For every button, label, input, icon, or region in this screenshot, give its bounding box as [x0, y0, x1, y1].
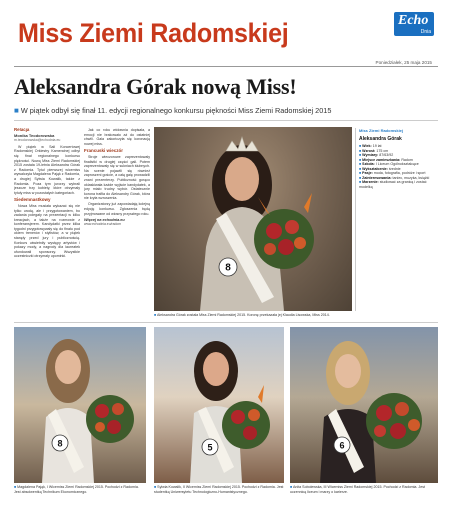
fact-value: 19 lat	[372, 144, 382, 148]
caption-bullet-icon: ■	[14, 485, 17, 489]
author-name: Monika Teodorowska	[14, 132, 55, 138]
divider-photos	[14, 322, 438, 323]
fact-bullet-icon: ■	[359, 148, 363, 153]
photo-second-runner-up	[154, 327, 284, 483]
fact-label: Miejsce zamieszkania:	[362, 157, 401, 162]
photo-3-illustration	[290, 327, 438, 483]
fact-bullet-icon: ■	[359, 171, 363, 175]
sash-number: 8	[225, 262, 231, 274]
deck-bullet-icon: ■	[14, 106, 19, 115]
fact-value: 87/63/92	[379, 153, 394, 157]
caption-bullet-icon: ■	[154, 313, 157, 317]
logo-sub-text: Dnia	[420, 29, 431, 35]
paragraph: W piątek w Sali Koncertowej Radomskiej Orkiestry Kameralnej odbył się finał regionalnego konkursu piękności. Nową Miss Ziemi Radomskiej 2015 została 19-letnia Aleksandra Górak z Radomia. Tytuł pierwszej wicemiss wywalczyła Magdalena Pająk z Radomia, a drugiej Sylwia Kowalik, także z Radomia. Poza tym jurorzy wybrali jeszcze trzy kobiety, które otrzymały tytuły miss w pozostałych kategoriach.	[14, 144, 80, 195]
caption-bullet-icon: ■	[154, 485, 157, 489]
fact-bullet-icon: ■	[359, 180, 363, 184]
caption-text: Sylwia Kowalik, II Wicemiss Ziemi Radomskiej 2015. Pochodzi z Radomia. Jest studentką Uniwersytetu Technologiczno-Humanistycznego.	[154, 485, 284, 494]
photo-2-caption	[154, 485, 284, 494]
photo-1-caption	[14, 485, 146, 494]
profile-sidebar	[355, 128, 438, 311]
deck	[14, 106, 438, 115]
fact-value: I Liceum Ogólnokształcące	[375, 162, 419, 166]
sidebar-tag: Miss Ziemi Radomskiej	[359, 128, 404, 133]
sash-number: 8	[57, 438, 63, 449]
masthead-title: Miss Ziemi Radomskiej	[18, 18, 289, 48]
echo-logo	[394, 12, 434, 36]
fact-value: średnie	[388, 166, 401, 171]
fact-value: Radom	[401, 157, 413, 162]
subhead: Francuski wieczór	[84, 148, 124, 154]
fact-bullet-icon: ■	[359, 153, 363, 157]
fact-value: taniec, muzyka, książki	[392, 175, 430, 180]
photo-1-illustration	[14, 327, 146, 483]
fact-label: Marzenie:	[362, 180, 379, 184]
fact-bullet-icon: ■	[359, 144, 363, 148]
sash-number: 6	[339, 440, 345, 451]
profile-fact	[359, 180, 438, 189]
caption-text: Aleksandra Górak została Miss Ziemi Radomskiej 2015. Koronę przekazała jej Klaudia Lisowska, Miss 2014.	[156, 313, 330, 317]
paragraph: Stroje wieczorowe zaprezentowały finalistki w drugiej części gali. Potem zaprezentowały się w sukniach ślubnych. Na scenie pojawili się również zaproszeni goście, a całą galę prowadzili znani prezenterzy. Publiczność gorąco oklaskiwała każde wyjście kandydatek, a jury miało trudny wybór. Ostatecznie korona trafiła do Aleksandry Górak, która nie kryła wzruszenia.	[84, 154, 150, 201]
fact-value: 175 cm	[376, 148, 389, 153]
paragraph: Organizatorzy już zapowiadają kolejną edycję konkursu. Zgłoszenia będą przyjmowane od wiosny przyszłego roku.	[84, 202, 150, 216]
main-photo	[154, 127, 352, 311]
sidebar-title: Aleksandra Górak	[359, 136, 402, 142]
sidebar-items	[359, 144, 438, 189]
article-column-2	[84, 128, 150, 311]
photo-2-illustration	[154, 327, 284, 483]
fact-bullet-icon: ■	[359, 162, 363, 166]
fact-label: Szkoła:	[362, 162, 375, 166]
masthead	[8, 12, 444, 65]
fact-label: Wiek:	[362, 144, 372, 148]
paragraph: Jak co roku widownia dopisała, a emocji nie brakowało aż do ostatniej chwili. Gala zakończyła się koronacją nowej miss.	[84, 128, 150, 146]
fact-value: moda, fotografia, podróże i sport	[373, 171, 426, 175]
caption-text: Magdalena Pająk, I Wicemiss Ziemi Radomskiej 2015. Pochodzi z Radomia. Jest absolwentką Technikum Ekonomicznego.	[14, 485, 139, 494]
logo-main-text: Echo	[398, 13, 429, 28]
divider-top	[14, 66, 438, 67]
fact-bullet-icon: ■	[359, 157, 363, 162]
photo-third-runner-up	[290, 327, 438, 483]
signoff: Więcej na echodnia.eu	[84, 217, 125, 222]
subhead: Siedemnastkowy	[14, 197, 51, 203]
divider-deck	[14, 120, 438, 121]
fact-label: Pasje:	[362, 171, 373, 175]
main-photo-illustration	[154, 127, 352, 311]
web-link[interactable]: www.echodnia.eu/radom	[84, 222, 122, 227]
fact-label: Zainteresowania:	[362, 175, 392, 180]
fact-label: Wykształcenie:	[362, 166, 388, 171]
author-email: m.teodorowska@echodnia.eu	[14, 138, 61, 143]
fact-bullet-icon: ■	[359, 166, 363, 171]
fact-bullet-icon: ■	[359, 175, 363, 180]
photo-first-runner-up	[14, 327, 146, 483]
fact-value: studiować za granicą i zostać modelką	[359, 180, 427, 189]
deck-text: W piątek odbył się finał 11. edycji regionalnego konkursu piękności Miss Ziemi Radomskiej 2015	[20, 106, 332, 115]
section-label: Relacja	[14, 128, 30, 132]
paragraph: Nowa Miss musiała wykazać się nie tylko urodą, ale i przygotowaniem, bo zadania polegały na prezentacji w kilku kreacjach, a także na rozmowie z konferansjerem. Kandydatki przez kilka tygodni przygotowywały się do finału pod okiem trenerów i stylistów, a w piątek stanęły przed jury i publicznością. Konkurs uświetniły występy artystów i pokazy mody, a nagrody dla laureatek ufundowali sponsorzy. Wszystkie uczestniczki otrzymały upominki.	[14, 203, 80, 259]
issue-date: Poniedziałek, 25 maja 2015	[375, 60, 432, 65]
photo-3-caption	[290, 485, 438, 494]
main-photo-caption	[154, 313, 352, 318]
caption-text: Anita Sobolewska, III Wicemiss Ziemi Radomskiej 2015. Pochodzi z Radomia. Jest uczennicą liceum i marzy o karierze.	[290, 485, 426, 494]
article-column-1	[14, 128, 80, 311]
caption-bullet-icon: ■	[290, 485, 293, 489]
headline: Aleksandra Górak nową Miss!	[14, 74, 297, 99]
fact-label: Wzrost:	[362, 148, 376, 153]
sash-number: 5	[207, 442, 213, 453]
fact-label: Wymiary:	[362, 153, 379, 157]
